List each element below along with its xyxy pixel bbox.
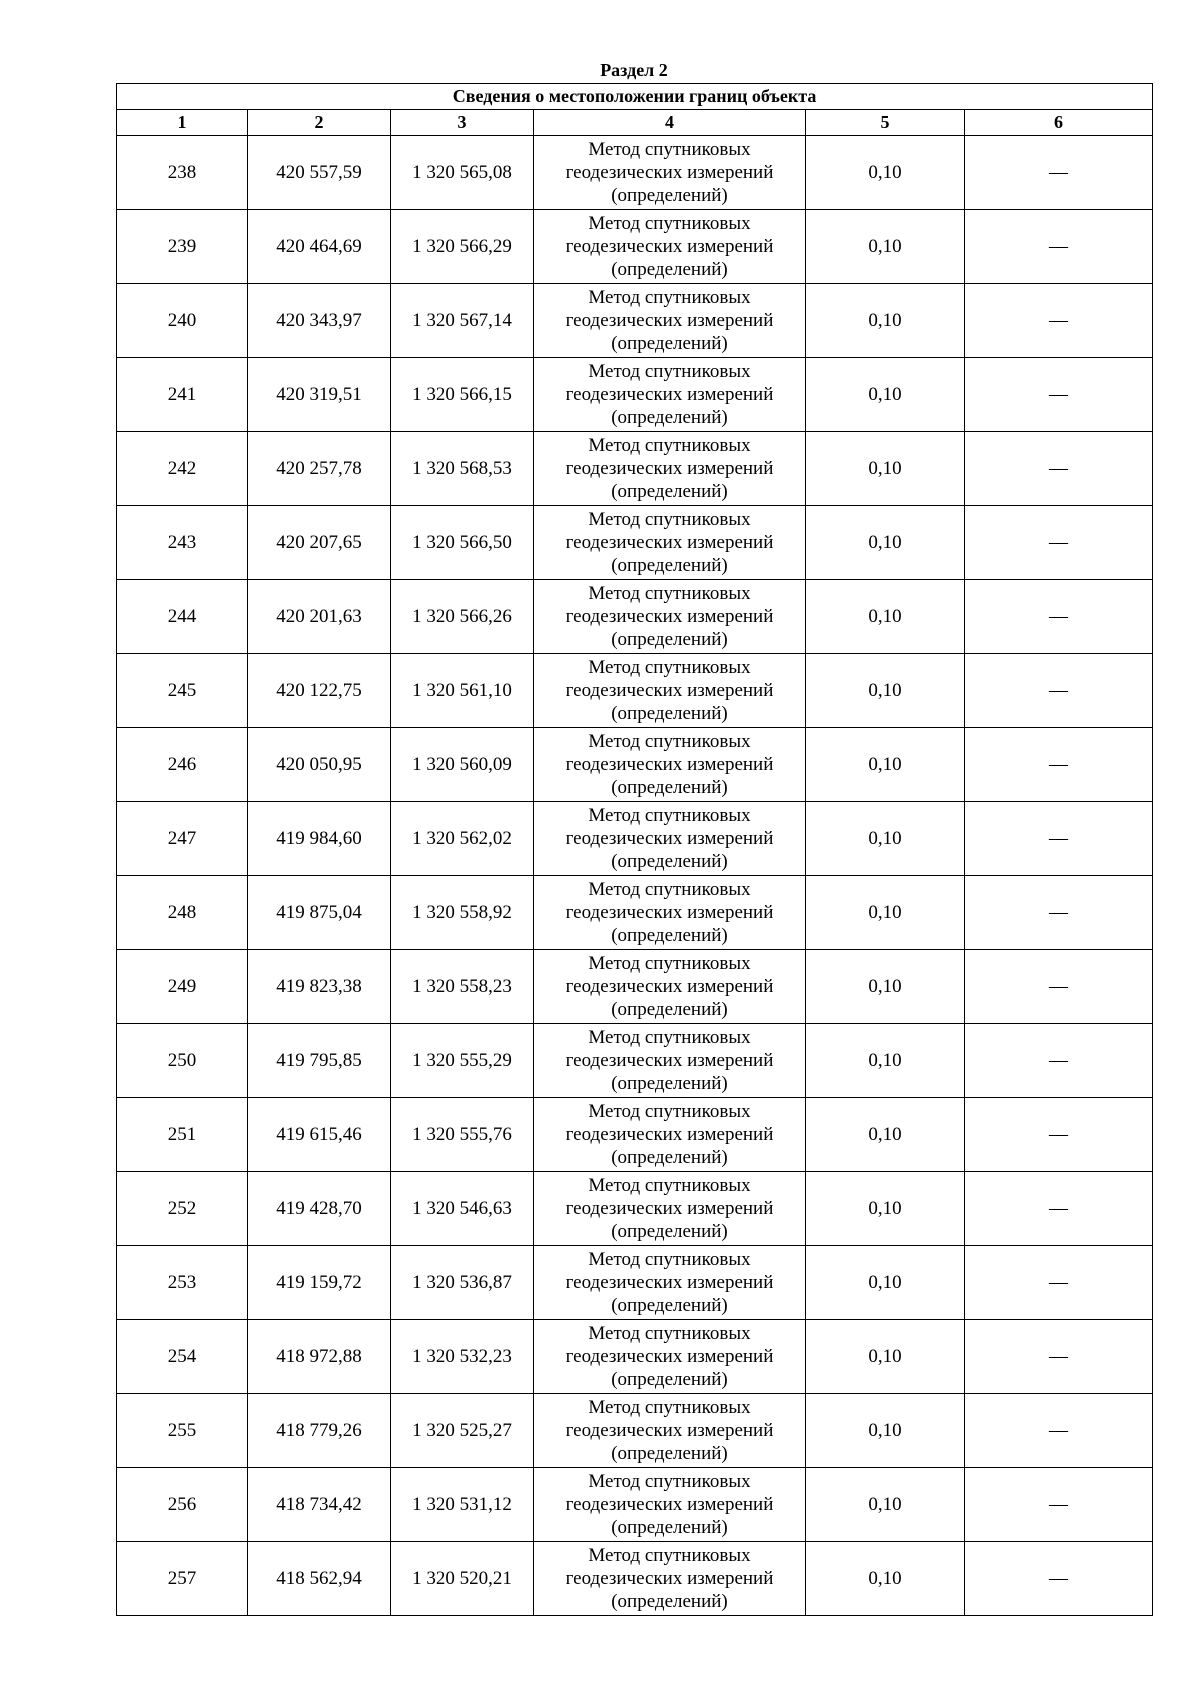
- point-number: 241: [117, 358, 248, 432]
- method-line: геодезических измерений: [565, 606, 774, 627]
- method-line: Метод спутниковых: [588, 287, 751, 308]
- method-line: геодезических измерений: [565, 754, 774, 775]
- coordinate-y: 1 320 562,02: [391, 802, 534, 876]
- point-number: 244: [117, 580, 248, 654]
- coordinate-x: 418 779,26: [248, 1394, 391, 1468]
- determination-method: [534, 1172, 806, 1246]
- method-line: (определений): [611, 1369, 728, 1390]
- determination-method: [534, 876, 806, 950]
- column-number: 4: [534, 110, 806, 136]
- table-row: [117, 802, 1153, 876]
- determination-method: [534, 358, 806, 432]
- method-line: геодезических измерений: [565, 458, 774, 479]
- table-row: [117, 506, 1153, 580]
- accuracy-value: 0,10: [806, 432, 965, 506]
- method-line: геодезических измерений: [565, 1124, 774, 1145]
- coordinate-x: 420 257,78: [248, 432, 391, 506]
- table-row: [117, 1024, 1153, 1098]
- method-line: геодезических измерений: [565, 1272, 774, 1293]
- accuracy-value: 0,10: [806, 210, 965, 284]
- table-row: [117, 1246, 1153, 1320]
- coordinate-y: 1 320 532,23: [391, 1320, 534, 1394]
- coordinate-x: 419 615,46: [248, 1098, 391, 1172]
- method-line: Метод спутниковых: [588, 879, 751, 900]
- coordinate-y: 1 320 546,63: [391, 1172, 534, 1246]
- coordinate-x: 419 875,04: [248, 876, 391, 950]
- accuracy-value: 0,10: [806, 1542, 965, 1616]
- method-line: (определений): [611, 333, 728, 354]
- method-line: геодезических измерений: [565, 902, 774, 923]
- method-line: (определений): [611, 851, 728, 872]
- point-number: 254: [117, 1320, 248, 1394]
- method-line: Метод спутниковых: [588, 1249, 751, 1270]
- method-line: геодезических измерений: [565, 1346, 774, 1367]
- determination-method: [534, 950, 806, 1024]
- coordinate-y: 1 320 566,50: [391, 506, 534, 580]
- note-dash: —: [965, 802, 1153, 876]
- point-number: 251: [117, 1098, 248, 1172]
- method-line: Метод спутниковых: [588, 1027, 751, 1048]
- method-line: (определений): [611, 1517, 728, 1538]
- note-dash: —: [965, 580, 1153, 654]
- coordinate-x: 419 159,72: [248, 1246, 391, 1320]
- method-line: Метод спутниковых: [588, 583, 751, 604]
- determination-method: [534, 654, 806, 728]
- point-number: 255: [117, 1394, 248, 1468]
- accuracy-value: 0,10: [806, 506, 965, 580]
- method-line: Метод спутниковых: [588, 435, 751, 456]
- method-line: геодезических измерений: [565, 828, 774, 849]
- coordinate-x: 420 050,95: [248, 728, 391, 802]
- accuracy-value: 0,10: [806, 950, 965, 1024]
- accuracy-value: 0,10: [806, 284, 965, 358]
- method-line: (определений): [611, 555, 728, 576]
- coordinate-x: 420 201,63: [248, 580, 391, 654]
- note-dash: —: [965, 876, 1153, 950]
- accuracy-value: 0,10: [806, 580, 965, 654]
- determination-method: [534, 1320, 806, 1394]
- accuracy-value: 0,10: [806, 1246, 965, 1320]
- point-number: 248: [117, 876, 248, 950]
- determination-method: [534, 1468, 806, 1542]
- method-line: (определений): [611, 185, 728, 206]
- point-number: 243: [117, 506, 248, 580]
- table-row: [117, 950, 1153, 1024]
- section-title: Раздел 2: [600, 60, 668, 80]
- determination-method: [534, 802, 806, 876]
- determination-method: [534, 1098, 806, 1172]
- determination-method: [534, 1542, 806, 1616]
- coordinate-x: 418 734,42: [248, 1468, 391, 1542]
- point-number: 246: [117, 728, 248, 802]
- accuracy-value: 0,10: [806, 1172, 965, 1246]
- table-row: [117, 432, 1153, 506]
- method-line: Метод спутниковых: [588, 805, 751, 826]
- note-dash: —: [965, 950, 1153, 1024]
- determination-method: [534, 1024, 806, 1098]
- method-line: (определений): [611, 259, 728, 280]
- method-line: геодезических измерений: [565, 384, 774, 405]
- note-dash: —: [965, 358, 1153, 432]
- point-number: 239: [117, 210, 248, 284]
- method-line: Метод спутниковых: [588, 731, 751, 752]
- method-line: Метод спутниковых: [588, 509, 751, 530]
- method-line: геодезических измерений: [565, 1050, 774, 1071]
- method-line: геодезических измерений: [565, 236, 774, 257]
- point-number: 245: [117, 654, 248, 728]
- note-dash: —: [965, 728, 1153, 802]
- table-row: [117, 876, 1153, 950]
- method-line: Метод спутниковых: [588, 361, 751, 382]
- determination-method: [534, 284, 806, 358]
- determination-method: [534, 1246, 806, 1320]
- method-line: геодезических измерений: [565, 310, 774, 331]
- coordinate-y: 1 320 565,08: [391, 136, 534, 210]
- accuracy-value: 0,10: [806, 876, 965, 950]
- method-line: (определений): [611, 481, 728, 502]
- coordinate-x: 418 972,88: [248, 1320, 391, 1394]
- table-row: [117, 728, 1153, 802]
- method-line: геодезических измерений: [565, 1420, 774, 1441]
- table-row: [117, 358, 1153, 432]
- method-line: Метод спутниковых: [588, 1101, 751, 1122]
- coordinate-x: 419 795,85: [248, 1024, 391, 1098]
- note-dash: —: [965, 136, 1153, 210]
- column-number: 2: [248, 110, 391, 136]
- method-line: (определений): [611, 1295, 728, 1316]
- coordinate-y: 1 320 567,14: [391, 284, 534, 358]
- note-dash: —: [965, 1098, 1153, 1172]
- method-line: Метод спутниковых: [588, 1175, 751, 1196]
- method-line: геодезических измерений: [565, 1494, 774, 1515]
- column-number: 6: [965, 110, 1153, 136]
- note-dash: —: [965, 1024, 1153, 1098]
- note-dash: —: [965, 1468, 1153, 1542]
- coordinate-x: 419 984,60: [248, 802, 391, 876]
- table-row: [117, 1468, 1153, 1542]
- coordinate-x: 418 562,94: [248, 1542, 391, 1616]
- coordinate-y: 1 320 561,10: [391, 654, 534, 728]
- accuracy-value: 0,10: [806, 1394, 965, 1468]
- determination-method: [534, 506, 806, 580]
- method-line: геодезических измерений: [565, 162, 774, 183]
- method-line: Метод спутниковых: [588, 1323, 751, 1344]
- determination-method: [534, 580, 806, 654]
- table-row: [117, 1542, 1153, 1616]
- table-row: [117, 1394, 1153, 1468]
- coordinate-y: 1 320 536,87: [391, 1246, 534, 1320]
- method-line: геодезических измерений: [565, 680, 774, 701]
- table-row: [117, 1098, 1153, 1172]
- method-line: (определений): [611, 629, 728, 650]
- point-number: 242: [117, 432, 248, 506]
- coordinate-y: 1 320 525,27: [391, 1394, 534, 1468]
- column-number: 5: [806, 110, 965, 136]
- point-number: 247: [117, 802, 248, 876]
- note-dash: —: [965, 654, 1153, 728]
- accuracy-value: 0,10: [806, 136, 965, 210]
- accuracy-value: 0,10: [806, 1024, 965, 1098]
- method-line: геодезических измерений: [565, 1568, 774, 1589]
- coordinate-x: 420 122,75: [248, 654, 391, 728]
- method-line: геодезических измерений: [565, 976, 774, 997]
- accuracy-value: 0,10: [806, 358, 965, 432]
- coordinate-y: 1 320 558,92: [391, 876, 534, 950]
- accuracy-value: 0,10: [806, 1468, 965, 1542]
- table-row: [117, 1172, 1153, 1246]
- note-dash: —: [965, 432, 1153, 506]
- column-number-row: [117, 110, 1153, 136]
- coordinate-y: 1 320 555,29: [391, 1024, 534, 1098]
- method-line: геодезических измерений: [565, 1198, 774, 1219]
- method-line: Метод спутниковых: [588, 1397, 751, 1418]
- accuracy-value: 0,10: [806, 1320, 965, 1394]
- coordinate-y: 1 320 568,53: [391, 432, 534, 506]
- table-row: [117, 580, 1153, 654]
- method-line: Метод спутниковых: [588, 1471, 751, 1492]
- point-number: 250: [117, 1024, 248, 1098]
- determination-method: [534, 136, 806, 210]
- coordinate-x: 420 464,69: [248, 210, 391, 284]
- accuracy-value: 0,10: [806, 802, 965, 876]
- coordinate-x: 419 823,38: [248, 950, 391, 1024]
- determination-method: [534, 210, 806, 284]
- accuracy-value: 0,10: [806, 728, 965, 802]
- determination-method: [534, 432, 806, 506]
- coordinate-y: 1 320 560,09: [391, 728, 534, 802]
- method-line: Метод спутниковых: [588, 139, 751, 160]
- coordinate-x: 420 343,97: [248, 284, 391, 358]
- table-caption-row: [117, 84, 1153, 110]
- method-line: (определений): [611, 777, 728, 798]
- column-number: 3: [391, 110, 534, 136]
- point-number: 249: [117, 950, 248, 1024]
- method-line: (определений): [611, 999, 728, 1020]
- method-line: (определений): [611, 1443, 728, 1464]
- method-line: (определений): [611, 703, 728, 724]
- coordinate-x: 420 207,65: [248, 506, 391, 580]
- point-number: 252: [117, 1172, 248, 1246]
- point-number: 257: [117, 1542, 248, 1616]
- table-caption: Сведения о местоположении границ объекта: [117, 84, 1153, 110]
- method-line: (определений): [611, 1221, 728, 1242]
- method-line: Метод спутниковых: [588, 1545, 751, 1566]
- determination-method: [534, 728, 806, 802]
- point-number: 253: [117, 1246, 248, 1320]
- method-line: (определений): [611, 1147, 728, 1168]
- boundary-table: [116, 83, 1153, 1616]
- method-line: Метод спутниковых: [588, 213, 751, 234]
- method-line: геодезических измерений: [565, 532, 774, 553]
- method-line: (определений): [611, 1073, 728, 1094]
- note-dash: —: [965, 1246, 1153, 1320]
- table-row: [117, 284, 1153, 358]
- method-line: (определений): [611, 407, 728, 428]
- coordinate-y: 1 320 520,21: [391, 1542, 534, 1616]
- note-dash: —: [965, 284, 1153, 358]
- method-line: Метод спутниковых: [588, 657, 751, 678]
- note-dash: —: [965, 506, 1153, 580]
- method-line: Метод спутниковых: [588, 953, 751, 974]
- coordinate-y: 1 320 555,76: [391, 1098, 534, 1172]
- column-number: 1: [117, 110, 248, 136]
- accuracy-value: 0,10: [806, 654, 965, 728]
- coordinate-y: 1 320 531,12: [391, 1468, 534, 1542]
- table-row: [117, 136, 1153, 210]
- coordinate-x: 420 319,51: [248, 358, 391, 432]
- table-row: [117, 654, 1153, 728]
- point-number: 256: [117, 1468, 248, 1542]
- coordinate-x: 420 557,59: [248, 136, 391, 210]
- note-dash: —: [965, 1394, 1153, 1468]
- coordinate-y: 1 320 566,15: [391, 358, 534, 432]
- coordinate-y: 1 320 566,29: [391, 210, 534, 284]
- coordinate-y: 1 320 566,26: [391, 580, 534, 654]
- coordinate-x: 419 428,70: [248, 1172, 391, 1246]
- method-line: (определений): [611, 1591, 728, 1612]
- determination-method: [534, 1394, 806, 1468]
- point-number: 240: [117, 284, 248, 358]
- accuracy-value: 0,10: [806, 1098, 965, 1172]
- note-dash: —: [965, 1172, 1153, 1246]
- point-number: 238: [117, 136, 248, 210]
- table-row: [117, 1320, 1153, 1394]
- note-dash: —: [965, 1320, 1153, 1394]
- table-row: [117, 210, 1153, 284]
- coordinate-y: 1 320 558,23: [391, 950, 534, 1024]
- note-dash: —: [965, 1542, 1153, 1616]
- note-dash: —: [965, 210, 1153, 284]
- document-page: [116, 58, 1152, 1616]
- method-line: (определений): [611, 925, 728, 946]
